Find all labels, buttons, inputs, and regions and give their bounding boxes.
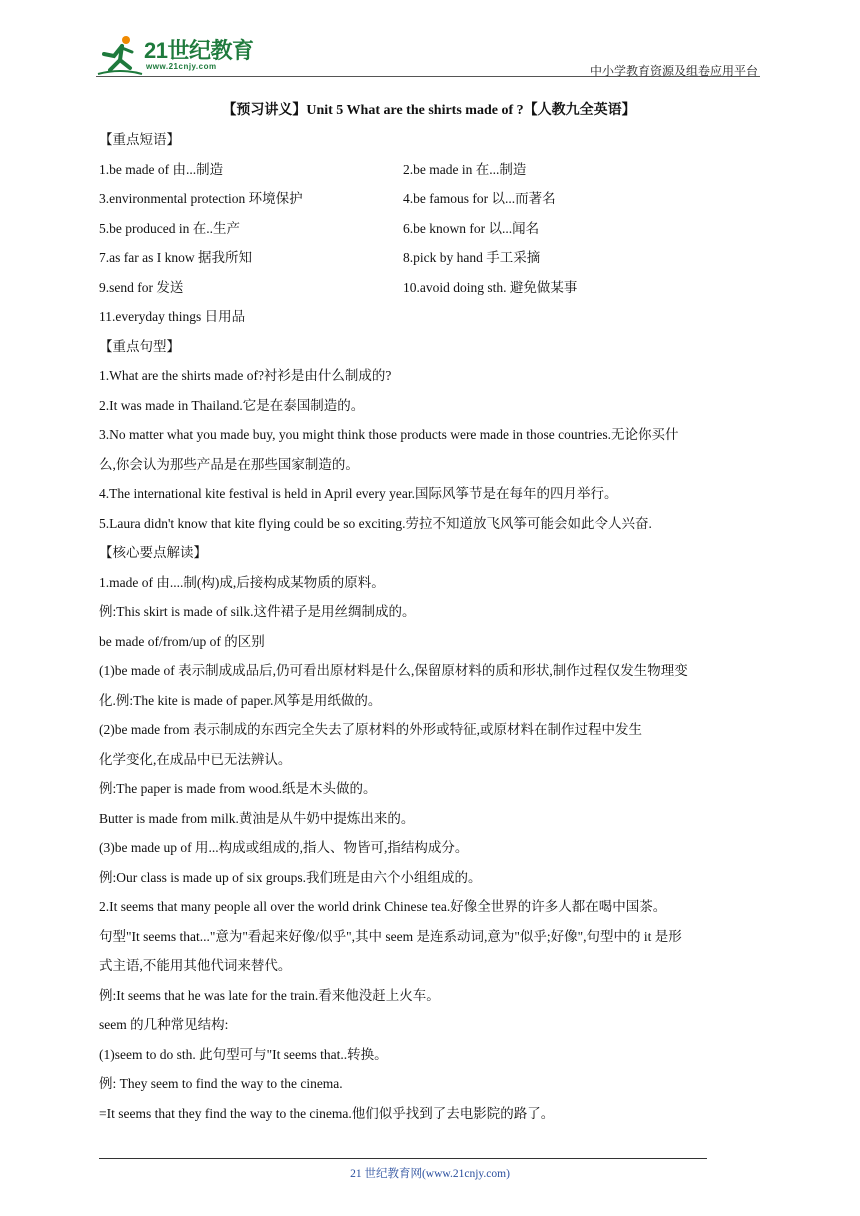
point-line: (1)be made of 表示制成成品后,仍可看出原材料是什么,保留原材料的质和形状,制作过程仅发生物理变 xyxy=(99,663,688,678)
phrase-row xyxy=(99,273,769,303)
phrase-item: 8.pick by hand 手工采摘 xyxy=(403,250,541,265)
point-line: 例:The paper is made from wood.纸是木头做的。 xyxy=(99,781,377,796)
phrase-item: 2.be made in 在...制造 xyxy=(403,161,527,177)
point-line: seem 的几种常见结构: xyxy=(99,1017,229,1032)
point-line: (3)be made up of 用...构成或组成的,指人、物皆可,指结构成分。 xyxy=(99,840,469,855)
point-line: 例:This skirt is made of silk.这件裙子是用丝绸制成的。 xyxy=(99,604,416,619)
point-line: 例: They seem to find the way to the cinema. xyxy=(99,1076,343,1091)
sentence-line: 5.Laura didn't know that kite flying could be so exciting.劳拉不知道放飞风筝可能会如此令人兴奋. xyxy=(99,515,652,531)
phrase-item: 3.environmental protection 环境保护 xyxy=(99,191,303,206)
site-logo[interactable] xyxy=(96,34,266,78)
point-line: 句型"It seems that..."意为"看起来好像/似乎",其中 seem 是连系动词,意为"似乎;好像",句型中的 it 是形 xyxy=(99,928,682,944)
section-heading-phrases: 【重点短语】 xyxy=(99,132,180,147)
point-line: 化学变化,在成品中已无法辨认。 xyxy=(99,751,292,767)
phrase-item: 10.avoid doing sth. 避免做某事 xyxy=(403,279,578,295)
sentence-line: 1.What are the shirts made of?衬衫是由什么制成的? xyxy=(99,368,392,383)
page-title: 【预习讲义】Unit 5 What are the shirts made of ?【人教九全英语】 xyxy=(222,103,636,118)
phrase-row xyxy=(99,214,769,244)
phrase-row xyxy=(99,184,769,214)
phrase-row xyxy=(99,302,769,332)
footer-link[interactable]: 21 世纪教育网(www.21cnjy.com) xyxy=(350,1168,510,1180)
point-line: =It seems that they find the way to the cinema.他们似乎找到了去电影院的路了。 xyxy=(99,1105,555,1121)
point-line: Butter is made from milk.黄油是从牛奶中提炼出来的。 xyxy=(99,810,415,826)
logo-url: www.21cnjy.com xyxy=(146,62,217,71)
runner-logo-icon xyxy=(96,34,144,78)
phrase-row xyxy=(99,155,769,185)
point-line: 2.It seems that many people all over the world drink Chinese tea.好像全世界的许多人都在喝中国茶。 xyxy=(99,899,667,914)
header-divider xyxy=(96,76,760,77)
section-heading-sentences: 【重点句型】 xyxy=(99,338,180,354)
sentence-line: 2.It was made in Thailand.它是在泰国制造的。 xyxy=(99,397,365,413)
phrase-row xyxy=(99,243,769,273)
point-line: (2)be made from 表示制成的东西完全失去了原材料的外形或特征,或原材料在制作过程中发生 xyxy=(99,722,642,737)
point-line: be made of/from/up of 的区别 xyxy=(99,633,265,649)
phrase-item: 6.be known for 以...闻名 xyxy=(403,220,540,236)
phrase-item: 9.send for 发送 xyxy=(99,279,184,295)
point-line: 1.made of 由....制(构)成,后接构成某物质的原料。 xyxy=(99,574,385,590)
phrase-item: 1.be made of 由...制造 xyxy=(99,161,224,177)
phrase-item: 11.everyday things 日用品 xyxy=(99,309,246,324)
phrase-item: 7.as far as I know 据我所知 xyxy=(99,250,252,265)
sentence-line: 4.The international kite festival is held in April every year.国际风筝节是在每年的四月举行。 xyxy=(99,486,618,501)
point-line: 式主语,不能用其他代词来替代。 xyxy=(99,958,292,973)
point-line: 例:It seems that he was late for the train.看来他没赶上火车。 xyxy=(99,987,440,1003)
phrase-item: 5.be produced in 在..生产 xyxy=(99,220,240,236)
point-line: 化.例:The kite is made of paper.风筝是用纸做的。 xyxy=(99,692,382,708)
point-line: (1)seem to do sth. 此句型可与"It seems that..转换。 xyxy=(99,1046,388,1062)
section-heading-points: 【核心要点解读】 xyxy=(99,545,207,560)
sentence-line: 3.No matter what you made buy, you might think those products were made in those countries.无论你买什 xyxy=(99,427,679,442)
platform-name: 中小学教育资源及组卷应用平台 xyxy=(589,64,758,78)
sentence-line: 么,你会认为那些产品是在那些国家制造的。 xyxy=(99,456,359,472)
phrase-item: 4.be famous for 以...而著名 xyxy=(403,191,556,206)
page-header xyxy=(96,30,760,80)
footer-divider xyxy=(99,1158,707,1159)
document-body xyxy=(99,97,769,1128)
point-line: 例:Our class is made up of six groups.我们班是由六个小组组成的。 xyxy=(99,869,482,885)
logo-text: 21世纪教育 xyxy=(144,38,254,63)
